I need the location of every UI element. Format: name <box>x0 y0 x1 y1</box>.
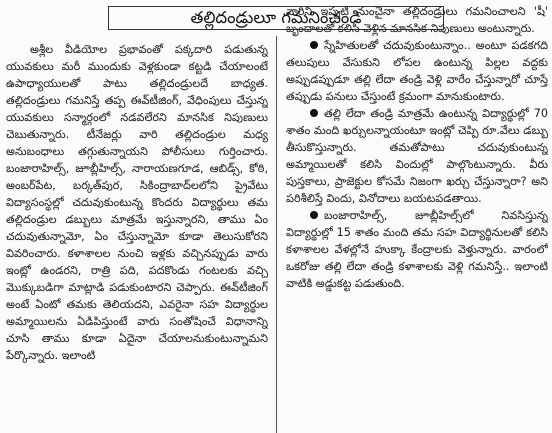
bullet-icon <box>310 211 318 219</box>
right-continuation: వారిని ఇప్పటి నుంచైనా తల్లిదండ్రులు గమనించాలని 'షీ' బృందాలతో కలిసి వెళ్లిన మానసిక నిపుణులు అంటున్నారు. <box>286 5 548 35</box>
bullet-icon <box>310 109 318 117</box>
right-column <box>286 3 548 433</box>
bullet-text-2: తల్లి లేదా తండ్రి మాత్రమే ఉంటున్న విద్యార్థుల్లో 70 శాతం మంది ఖర్చులన్నాయంటూ ఇంట్లో చెప్పి రూ.వేలు డబ్బు తీసుకొస్తున్నారు. తమతోపాటు చదువుకుంటున్న అమ్మాయిలతో కలిసి విందుల్లో పాల్గొంటున్నారు. వీరు పుస్తకాలు, ప్రాజెక్టుల కోసమే నిజంగా ఖర్చు చేస్తున్నారా? అని పరిశీలిస్తే విందు, వినోదాలు బయటపడతాయి. <box>286 107 548 205</box>
left-paragraph: అశ్లీల వీడియోల ప్రభావంతో పక్కదారి పడుతున్న యువకులు మరీ ముందుకు వెళ్లకుండా కట్టడి చేయాలంటే ఉపాధ్యాయులతో పాటు తల్లిదండ్రులదే బాధ్యత. తల్లిదండ్రులు గమనిస్తే తప్ప ఈవ్‌టీజింగ్, వేధింపులు చేస్తున్న యువకులు సన్మార్గంలో నడవలేరని మానసిక నిపుణులు చెబుతున్నారు. టీనేజర్లు వారి తల్లిదండ్రుల మధ్య అనుబంధాలు తగ్గుతున్నాయని పోలీసులు గుర్తించారు. బంజారాహిల్స్, జూబ్లీహిల్స్, నారాయణగూడ, ఆబిడ్స్, కోఠి, అంబర్‌పేట, బర్కత్‌పుర, సికింద్రాబాద్‌లలోని ప్రైవేటు విద్యాసంస్థల్లో చదువుకుంటున్న కొందరు విద్యార్థులు తమ తల్లిదండ్రుల డబ్బులు మాత్రమే ఇస్తున్నారని, తాము ఏం చదువుతున్నామో, ఏం చేస్తున్నామో కూడా తెలుసుకోరని వివరించారు. కళాశాలల నుంచి ఇళ్లకు వచ్చినప్పుడు వారు ఇంట్లో ఉండరని, రాత్రి పది, పదకొండు గంటలకు వచ్చి మొక్కుబడిగా మాట్లాడి పడుకుంటారని చెప్పారు. ఈవ్‌టీజింగ్ అంటే ఏంటో తమకు తెలియదని, ఎవరైనా సహ విద్యార్థుల అమ్మాయిలను ఏడిపిస్తుంటే వారు సంతోషించే విధానాన్ని చూసి తాము కూడా ఏదైనా చేయాలనుకుంటున్నామని పేర్కొన్నారు. ఇలాంటి <box>6 43 268 362</box>
bullet-paragraph-1 <box>286 37 548 105</box>
bullet-text-1: స్నేహితులతో చదువుకుంటున్నాం.. అంటూ పడకగది తలుపులు వేసుకుని లోపల ఉంటున్న పిల్లల వద్దకు అప్పుడప్పుడూ తల్లి లేదా తండ్రి వెళ్లి వారేం చేస్తున్నారో చూస్తే తప్పుడు పనులు చేస్తుంటే క్రమంగా మానుకుంటారు. <box>286 39 548 103</box>
bullet-paragraph-3 <box>286 207 548 292</box>
left-column <box>6 41 268 433</box>
bullet-paragraph-2 <box>286 105 548 207</box>
bullet-icon <box>310 41 318 49</box>
bullet-text-3: బంజారాహిల్స్, జూబ్లీహిల్స్‌లో నివసిస్తున్న విద్యార్థుల్లో 15 శాతం మంది తమ సహ విద్యార్థినులతో కలిసి కళాశాలల వేళల్లోనే హుక్కా కేంద్రాలకు వెళ్తున్నారు. వారంలో ఒకరోజు తల్లి లేదా తండ్రి కళాశాలకు వెళ్లి గమనిస్తే.. ఇలాంటి వాటికి అడ్డుకట్ట పడుతుంది. <box>286 209 548 290</box>
article-title: తల్లిదండ్రులూ గమనించండి <box>108 6 444 30</box>
column-divider <box>276 36 277 433</box>
